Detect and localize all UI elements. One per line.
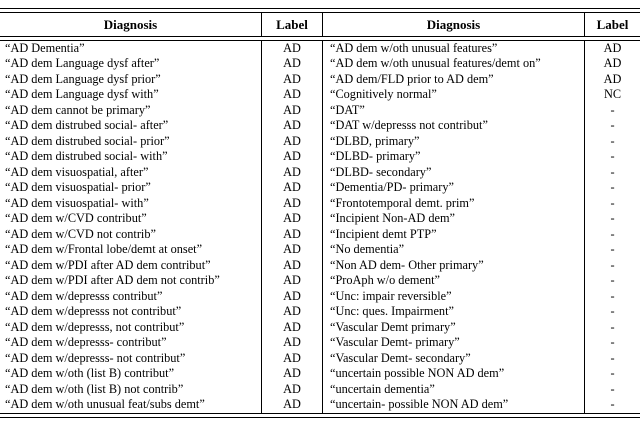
diagnosis-cell: “AD dem w/oth unusual feat/subs demt” <box>0 397 262 413</box>
label-cell: - <box>610 102 615 117</box>
diagnosis-cell: “Vascular Demt- primary” <box>323 335 585 351</box>
diagnosis-cell: “Unc: ques. Impairment” <box>323 304 585 320</box>
label-cell: - <box>610 211 615 225</box>
label-cell: AD <box>262 273 323 289</box>
label-cell: - <box>610 118 615 132</box>
diagnosis-cell: “AD dem w/oth unusual features” <box>323 41 585 57</box>
diagnosis-cell: “uncertain- possible NON AD dem” <box>323 397 585 413</box>
label-cell: - <box>610 242 615 256</box>
header-diagnosis-left: Diagnosis <box>0 13 262 36</box>
label-cell: - <box>610 195 615 210</box>
diagnosis-cell: “Incipient Non-AD dem” <box>323 211 585 227</box>
label-cell: AD <box>262 335 323 351</box>
diagnosis-cell: “AD dem w/depresss not contribut” <box>0 304 262 320</box>
diagnosis-cell: “AD dem w/Frontal lobe/demt at onset” <box>0 242 262 258</box>
label-cell: AD <box>262 397 323 413</box>
label-cell: - <box>610 319 615 334</box>
bottom-rule-outer <box>0 417 640 418</box>
diagnosis-cell: “Vascular Demt primary” <box>323 320 585 336</box>
label-cell: - <box>610 304 615 318</box>
diagnosis-cell: “Incipient demt PTP” <box>323 227 585 243</box>
label-cell: AD <box>262 366 323 382</box>
label-cell: NC <box>603 87 622 101</box>
label-cell: - <box>610 226 615 241</box>
label-cell: AD <box>262 320 323 336</box>
label-cell: AD <box>262 180 323 196</box>
diagnosis-cell: “AD dem w/oth (list B) contribut” <box>0 366 262 382</box>
diagnosis-cell: “AD dem Language dysf with” <box>0 87 262 103</box>
label-cell: - <box>610 164 615 179</box>
diagnosis-cell: “AD dem w/oth (list B) not contrib” <box>0 382 262 398</box>
label-cell: - <box>610 366 615 380</box>
diagnosis-cell: “AD dem Language dysf after” <box>0 56 262 72</box>
diagnosis-cell: “Dementia/PD- primary” <box>323 180 585 196</box>
label-cell: - <box>610 350 615 365</box>
label-cell: - <box>610 381 615 396</box>
diagnosis-cell: “DAT” <box>323 103 585 119</box>
label-cell: - <box>610 133 615 148</box>
diagnosis-cell: “AD Dementia” <box>0 41 262 57</box>
diagnosis-cell: “Unc: impair reversible” <box>323 289 585 305</box>
diagnosis-cell: “AD dem cannot be primary” <box>0 103 262 119</box>
label-cell: - <box>610 273 615 287</box>
label-cell: AD <box>262 196 323 212</box>
label-cell: AD <box>262 149 323 165</box>
diagnosis-cell: “AD dem w/PDI after AD dem contribut” <box>0 258 262 274</box>
label-cell: AD <box>262 242 323 258</box>
diagnosis-cell: “AD dem w/CVD contribut” <box>0 211 262 227</box>
diagnosis-cell: “AD dem Language dysf prior” <box>0 72 262 88</box>
label-cell: AD <box>262 289 323 305</box>
diagnosis-cell: “AD dem/FLD prior to AD dem” <box>323 72 585 88</box>
diagnosis-cell: “DLBD, primary” <box>323 134 585 150</box>
label-cell: AD <box>262 103 323 119</box>
diagnosis-cell: “AD dem w/depresss- not contribut” <box>0 351 262 367</box>
diagnosis-cell: “ProAph w/o dement” <box>323 273 585 289</box>
diagnosis-cell: “Vascular Demt- secondary” <box>323 351 585 367</box>
label-cell: AD <box>262 304 323 320</box>
label-cell: - <box>610 335 615 349</box>
diagnosis-cell: “AD dem distrubed social- prior” <box>0 134 262 150</box>
diagnosis-cell: “AD dem w/depresss contribut” <box>0 289 262 305</box>
diagnosis-cell: “AD dem w/oth unusual features/demt on” <box>323 56 585 72</box>
diagnosis-cell: “DLBD- secondary” <box>323 165 585 181</box>
diagnosis-cell: “AD dem visuospatial- prior” <box>0 180 262 196</box>
diagnosis-cell: “Non AD dem- Other primary” <box>323 258 585 274</box>
diagnosis-cell: “Frontotemporal demt. prim” <box>323 196 585 212</box>
table-body <box>0 41 640 413</box>
header-label-left: Label <box>262 13 323 36</box>
header-label-right: Label <box>596 17 629 32</box>
label-cell: - <box>610 180 615 194</box>
diagnosis-cell: “AD dem w/depresss- contribut” <box>0 335 262 351</box>
label-cell: - <box>610 288 615 303</box>
label-cell: AD <box>262 211 323 227</box>
label-cell: AD <box>603 56 622 70</box>
label-cell: AD <box>262 118 323 134</box>
diagnosis-cell: “DAT w/depresss not contribut” <box>323 118 585 134</box>
label-cell: AD <box>262 41 323 57</box>
diagnosis-cell: “AD dem w/depresss, not contribut” <box>0 320 262 336</box>
label-cell: AD <box>262 56 323 72</box>
label-cell: - <box>610 149 615 163</box>
label-cell: - <box>610 257 615 272</box>
label-cell: AD <box>262 382 323 398</box>
label-cell: AD <box>262 165 323 181</box>
header-diagnosis-right: Diagnosis <box>323 13 585 36</box>
diagnosis-cell: “AD dem visuospatial- with” <box>0 196 262 212</box>
diagnosis-cell: “AD dem distrubed social- with” <box>0 149 262 165</box>
label-cell: AD <box>603 71 622 86</box>
label-cell: - <box>610 397 615 411</box>
label-cell: AD <box>262 351 323 367</box>
label-cell: AD <box>262 258 323 274</box>
diagnosis-cell: “AD dem w/PDI after AD dem not contrib” <box>0 273 262 289</box>
label-cell: AD <box>262 72 323 88</box>
label-cell: AD <box>603 40 622 55</box>
diagnosis-cell: “AD dem w/CVD not contrib” <box>0 227 262 243</box>
diagnosis-cell: “AD dem distrubed social- after” <box>0 118 262 134</box>
diagnosis-cell: “No dementia” <box>323 242 585 258</box>
diagnosis-cell: “uncertain dementia” <box>323 382 585 398</box>
diagnosis-cell: “DLBD- primary” <box>323 149 585 165</box>
label-cell: AD <box>262 87 323 103</box>
table-header-row <box>0 13 640 36</box>
label-cell: AD <box>262 227 323 243</box>
label-cell: AD <box>262 134 323 150</box>
diagnosis-cell: “Cognitively normal” <box>323 87 585 103</box>
diagnosis-cell: “uncertain possible NON AD dem” <box>323 366 585 382</box>
diagnosis-cell: “AD dem visuospatial, after” <box>0 165 262 181</box>
